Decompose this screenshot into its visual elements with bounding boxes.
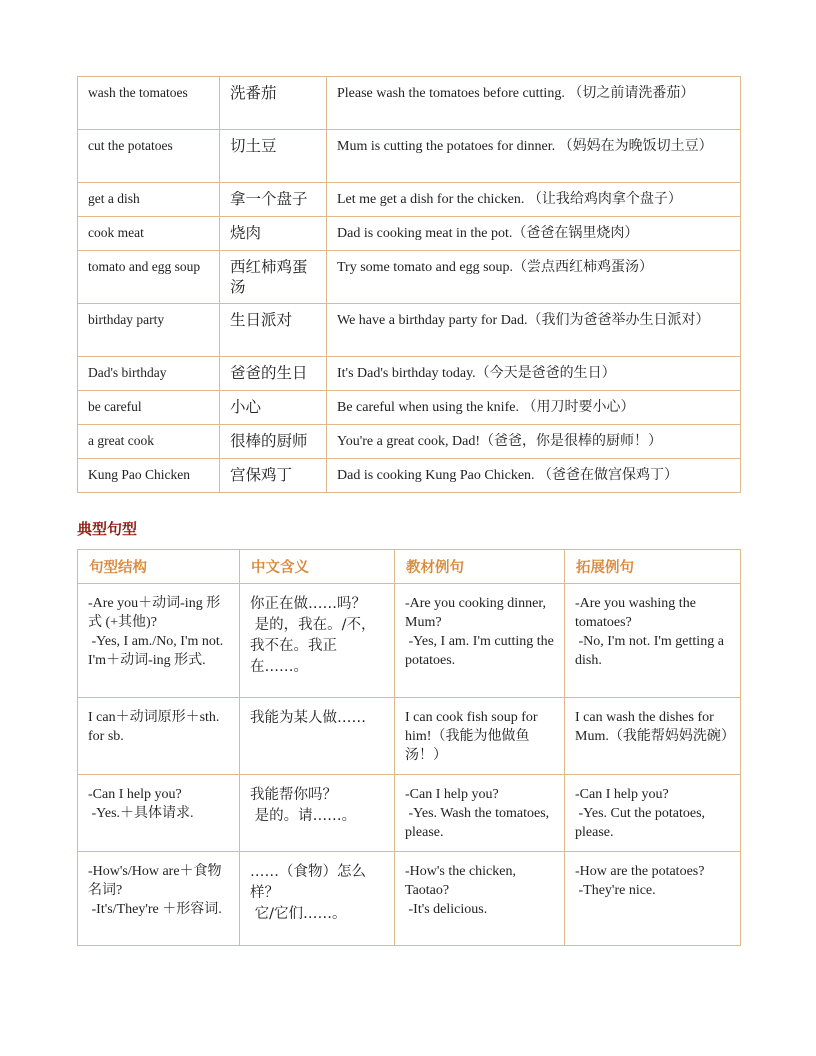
pattern-meaning: 我能帮你吗？ 是的。请……。 [240, 775, 395, 852]
phrase-english: be careful [78, 391, 220, 425]
table-row [78, 357, 741, 391]
pattern-extended-example: I can wash the dishes for Mum.（我能帮妈妈洗碗） [565, 698, 741, 775]
pattern-structure: -How's/How are＋食物名词? -It's/They're ＋形容词. [78, 852, 240, 946]
phrase-chinese: 烧肉 [220, 217, 327, 251]
pattern-extended-example: -Can I help you? -Yes. Cut the potatoes, please. [565, 775, 741, 852]
sentence-pattern-table [77, 549, 741, 946]
phrase-example: We have a birthday party for Dad.（我们为爸爸举办生日派对） [327, 304, 741, 357]
vocabulary-table [77, 76, 741, 493]
pattern-structure: -Can I help you? -Yes.＋具体请求. [78, 775, 240, 852]
phrase-english: get a dish [78, 183, 220, 217]
pattern-extended-example: -Are you washing the tomatoes? -No, I'm not. I'm getting a dish. [565, 584, 741, 698]
table-row [78, 775, 741, 852]
pattern-structure: -Are you＋动词-ing 形式 (+其他)? -Yes, I am./No, I'm not. I'm＋动词-ing 形式. [78, 584, 240, 698]
phrase-chinese: 拿一个盘子 [220, 183, 327, 217]
table-row [78, 459, 741, 493]
table-row [78, 391, 741, 425]
phrase-english: cut the potatoes [78, 130, 220, 183]
table-row [78, 77, 741, 130]
table-row [78, 852, 741, 946]
pattern-meaning: 你正在做……吗？ 是的，我在。/不，我不在。我正在……。 [240, 584, 395, 698]
section-title: 典型句型 [77, 520, 138, 538]
pattern-meaning: 我能为某人做…… [240, 698, 395, 775]
phrase-chinese: 生日派对 [220, 304, 327, 357]
phrase-example: Be careful when using the knife. （用刀时要小心） [327, 391, 741, 425]
phrase-example: You're a great cook, Dad!（爸爸，你是很棒的厨师！） [327, 425, 741, 459]
table-row [78, 217, 741, 251]
phrase-chinese: 宫保鸡丁 [220, 459, 327, 493]
phrase-chinese: 洗番茄 [220, 77, 327, 130]
phrase-chinese: 爸爸的生日 [220, 357, 327, 391]
phrase-english: Dad's birthday [78, 357, 220, 391]
phrase-english: wash the tomatoes [78, 77, 220, 130]
table-row [78, 584, 741, 698]
table-row [78, 251, 741, 304]
pattern-textbook-example: I can cook fish soup for him!（我能为他做鱼汤！） [395, 698, 565, 775]
phrase-english: Kung Pao Chicken [78, 459, 220, 493]
table-row [78, 425, 741, 459]
column-header: 句型结构 [78, 550, 240, 584]
pattern-meaning: ……（食物）怎么样？ 它/它们……。 [240, 852, 395, 946]
pattern-textbook-example: -Can I help you? -Yes. Wash the tomatoes, please. [395, 775, 565, 852]
pattern-structure: I can＋动词原形＋sth. for sb. [78, 698, 240, 775]
phrase-chinese: 很棒的厨师 [220, 425, 327, 459]
phrase-chinese: 西红柿鸡蛋汤 [220, 251, 327, 304]
pattern-extended-example: -How are the potatoes? -They're nice. [565, 852, 741, 946]
phrase-english: tomato and egg soup [78, 251, 220, 304]
table-row [78, 304, 741, 357]
phrase-example: Dad is cooking meat in the pot.（爸爸在锅里烧肉） [327, 217, 741, 251]
table-row [78, 698, 741, 775]
pattern-textbook-example: -How's the chicken, Taotao? -It's delicious. [395, 852, 565, 946]
phrase-example: Try some tomato and egg soup.（尝点西红柿鸡蛋汤） [327, 251, 741, 304]
table-row [78, 130, 741, 183]
phrase-english: a great cook [78, 425, 220, 459]
phrase-example: It's Dad's birthday today.（今天是爸爸的生日） [327, 357, 741, 391]
phrase-example: Please wash the tomatoes before cutting. （切之前请洗番茄） [327, 77, 741, 130]
pattern-textbook-example: -Are you cooking dinner, Mum? -Yes, I am. I'm cutting the potatoes. [395, 584, 565, 698]
header-row [78, 550, 741, 584]
phrase-english: birthday party [78, 304, 220, 357]
phrase-english: cook meat [78, 217, 220, 251]
phrase-chinese: 切土豆 [220, 130, 327, 183]
phrase-chinese: 小心 [220, 391, 327, 425]
phrase-example: Let me get a dish for the chicken. （让我给鸡肉拿个盘子） [327, 183, 741, 217]
phrase-example: Dad is cooking Kung Pao Chicken. （爸爸在做宫保鸡丁） [327, 459, 741, 493]
table-row [78, 183, 741, 217]
column-header: 中文含义 [240, 550, 395, 584]
column-header: 教材例句 [395, 550, 565, 584]
phrase-example: Mum is cutting the potatoes for dinner. （妈妈在为晚饭切土豆） [327, 130, 741, 183]
column-header: 拓展例句 [565, 550, 741, 584]
